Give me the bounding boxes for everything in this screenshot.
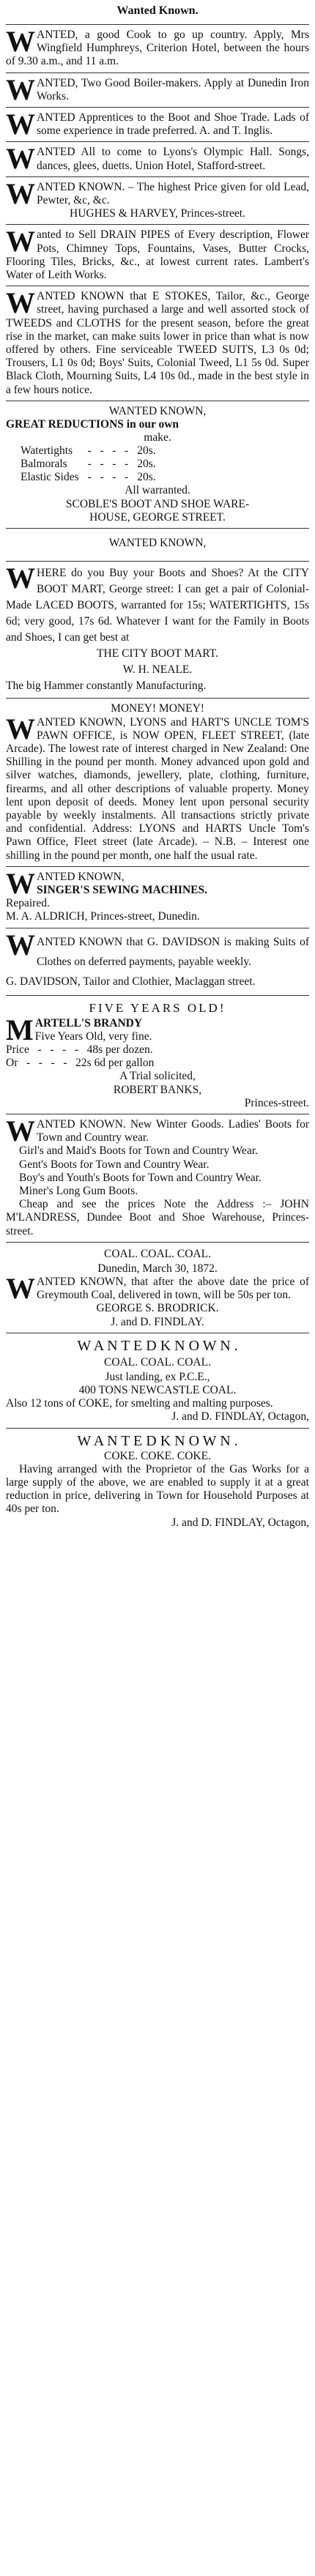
ad-apprentices	[6, 108, 309, 141]
ad-subtitle: COKE. COKE. COKE.	[104, 1449, 211, 1462]
ad-text: The big Hammer constantly Manufacturing.	[6, 680, 207, 693]
divider	[6, 24, 309, 25]
divider	[6, 1428, 309, 1429]
ad-scoble	[6, 405, 309, 524]
ad-signature: Princes-street.	[244, 1096, 309, 1109]
ad-signature: SCOBLE'S BOOT AND SHOE WARE-	[65, 497, 250, 510]
ad-signature: HOUSE, GEORGE STREET.	[89, 510, 226, 524]
drop-cap: W	[6, 712, 35, 745]
price-list	[16, 444, 160, 484]
price-row: Elastic Sides - - - - 20s.	[16, 471, 160, 484]
divider	[6, 224, 309, 225]
ad-text: ANTED KNOWN. New Winter Goods. Ladies' Boots for Town and Country wear.	[37, 1117, 309, 1144]
ad-text: ANTED KNOWN, that after the above date the price of Greymouth Coal, delivered in town, will be 50s per ton.	[37, 1276, 309, 1302]
price-item: Watertights	[21, 444, 73, 458]
ad-title: W A N T E D K N O W N .	[77, 1432, 238, 1449]
ad-text: Five Years Old, very fine.	[34, 1030, 152, 1043]
ad-text: THE CITY BOOT MART.	[97, 647, 218, 660]
ad-signature: W. H. NEALE.	[122, 663, 193, 677]
drop-cap: W	[6, 25, 35, 58]
ad-text: Having arranged with the Proprietor of the Gas Works for a large supply of the above, we are enabled to supply it at a great reduction in price, delivering in Town for Household Purposes at 40s per ton.	[6, 1462, 309, 1516]
divider	[6, 528, 309, 529]
drop-cap: W	[6, 928, 35, 961]
drop-cap: W	[6, 1272, 35, 1305]
price-label: Or	[6, 1057, 18, 1070]
ad-text: HERE do you Buy your Boots and Shoes? At the CITY BOOT MART, George street: I can get a pair of Colonial-Made LACED BOOTS, warranted for 15s; WATERTIGHTS, 15s 6d; very good, 17s 6d. Whatever I want for the Family in Boots and Shoes, I can get best at	[6, 567, 309, 644]
ad-date: Dunedin, March 30, 1872.	[97, 1262, 218, 1275]
ad-signature: ROBERT BANKS,	[113, 1083, 202, 1096]
ad-headline: 400 TONS NEWCASTLE COAL.	[78, 1384, 237, 1397]
divider	[6, 141, 309, 142]
ad-signature: M. A. ALDRICH, Princes-street, Dunedin.	[6, 910, 200, 923]
ad-coal-brodrick	[6, 1246, 309, 1329]
ad-text: Girl's and Maid's Boots for Town and Country Wear.	[19, 1144, 258, 1158]
ad-text: ANTED, a good Cook to go up country. Apply, Mrs Wingfield Humphreys, Criterion Hotel, between the hours of 9.30 a.m., and 11 a.m.	[6, 29, 309, 68]
ad-text: ANTED KNOWN. – The highest Price given for old Lead, Pewter, &c, &c.	[37, 180, 309, 207]
ad-signature: G. DAVIDSON, Tailor and Clothier, Maclaggan street.	[6, 975, 256, 988]
drop-cap: W	[6, 108, 35, 141]
price-value: 20s.	[137, 444, 156, 458]
ad-coke	[6, 1432, 309, 1530]
ad-newcastle-coal	[6, 1337, 309, 1424]
ad-text: anted to Sell DRAIN PIPES of Every description, Flower Pots, Chimney Tops, Fountains, Vases, Butter Crocks, Flooring Tiles, Bricks, &c., at lowest current rates. Lambert's Water of Leith Works.	[6, 228, 309, 282]
ad-headline: SINGER'S SEWING MACHINES.	[37, 883, 207, 896]
divider	[6, 72, 309, 73]
ad-signature: J. and D. FINDLAY, Octagon,	[171, 1410, 309, 1423]
ad-text: ANTED Apprentices to the Boot and Shoe Trade. Lads of some experience in trade preferred. A. and T. Inglis.	[37, 111, 309, 138]
ad-text: Just landing, ex P.C.E.,	[105, 1370, 210, 1383]
ad-text: Repaired.	[6, 897, 50, 910]
ad-pawn-office	[6, 702, 309, 862]
ad-headline: GREAT REDUCTIONS in our own	[6, 418, 179, 431]
ad-title: W A N T E D K N O W N .	[77, 1337, 238, 1354]
ad-title: WANTED KNOWN,	[108, 537, 207, 550]
ad-lyons-hall	[6, 142, 309, 176]
ad-boilermakers	[6, 72, 309, 106]
ad-stokes-tailor	[6, 286, 309, 397]
ad-signature: HUGHES & HARVEY, Princes-street.	[70, 207, 245, 220]
ad-text: Miner's Long Gum Boots.	[19, 1184, 138, 1197]
ad-text: ANTED KNOWN,	[37, 870, 125, 883]
ad-text: A Trial solicited,	[119, 1070, 196, 1083]
ad-text: make.	[144, 431, 171, 444]
divider	[6, 1242, 309, 1243]
price-value: 20s.	[137, 471, 156, 484]
drop-cap: W	[6, 286, 35, 320]
price-row: Balmorals - - - - 20s.	[16, 458, 160, 471]
ad-text: Also 12 tons of COKE, for smelting and malting purposes.	[6, 1397, 273, 1410]
ad-martell-brandy: FIVE YEARS OLD! MARTELL'S BRANDY Five Years Old, very fine. Price - - - - 48s per dozen. Or - - - - 22s 6d per gallon A Trial solicited, ROBERT BANKS, Princes-street.	[6, 1000, 309, 1109]
divider	[6, 995, 309, 996]
divider	[6, 866, 309, 867]
ad-text: ANTED All to come to Lyons's Olympic Hall. Songs, dances, glees, duetts. Union Hotel, Stafford-street.	[37, 146, 309, 172]
ad-subtitle: COAL. COAL. COAL.	[104, 1355, 211, 1369]
divider	[6, 561, 309, 562]
price-item: Elastic Sides	[21, 471, 79, 484]
price-label: Price	[6, 1043, 29, 1056]
ad-title: MONEY! MONEY!	[111, 702, 204, 715]
ad-text: ANTED KNOWN, LYONS and HART'S UNCLE TOM'S PAWN OFFICE, is NOW OPEN, FLEET STREET, (late Arcade). The lowest rate of interest charged in New Zealand: One Shilling in the pound per month. Money advanced upon gold and silver watches, diamonds, jewellery, plate, clothing, furniture, firearms, and all other descriptions of valuable property. Money lent upon deposit of deeds. Money lent upon personal security payable by weekly instalments. All transactions strictly private and confidential. Address: LYONS and HARTS Uncle Tom's Pawn Office, Fleet street (late Arcade). – N.B. – Interest one shilling in the pound per month, one half the usual rate.	[6, 715, 309, 862]
ad-headline: ARTELL'S BRANDY	[34, 1016, 143, 1030]
ad-drain-pipes	[6, 225, 309, 282]
drop-cap: W	[6, 562, 35, 595]
section-header: Wanted Known.	[116, 4, 199, 17]
drop-cap: W	[6, 1114, 35, 1147]
ad-text: All warranted.	[125, 484, 190, 497]
divider	[6, 107, 309, 108]
ad-text: ANTED KNOWN that G. DAVIDSON is making Suits of Clothes on deferred payments, payable weekly.	[37, 935, 309, 968]
price-value: 22s 6d per gallon	[75, 1057, 155, 1070]
ad-singer-machines	[6, 866, 309, 924]
ad-signature: J. and D. FINDLAY.	[111, 1315, 204, 1328]
ad-text: Cheap and see the prices Note the Address :– JOHN M'LANDRESS, Dundee Boot and Shoe Warehouse, Princes-street.	[6, 1198, 309, 1237]
ad-cook	[6, 25, 309, 69]
ad-signature: J. and D. FINDLAY, Octagon,	[171, 1516, 309, 1529]
ad-title: WANTED KNOWN,	[108, 404, 207, 417]
ad-city-boot-mart	[6, 532, 309, 694]
price-value: 20s.	[137, 458, 156, 471]
drop-cap: W	[6, 866, 35, 900]
divider	[6, 176, 309, 177]
ad-davidson-tailor	[6, 928, 309, 991]
ad-mclandress	[6, 1114, 309, 1238]
ad-text: ANTED, Two Good Boiler-makers. Apply at Dunedin Iron Works.	[37, 76, 309, 103]
ad-signature: GEORGE S. BRODRICK.	[96, 1302, 219, 1315]
divider	[6, 698, 309, 699]
price-row: Watertights - - - - 20s.	[16, 444, 160, 458]
ad-text: ANTED KNOWN that E STOKES, Tailor, &c., George street, having purchased a large and well assorted stock of TWEEDS and CLOTHS for the present season, before the great rise in the market, can make suits lower in price than what is now offered by others. Fine serviceable TWEED SUITS, L3 0s 0d; Trousers, L1 0s 0d; Boys' Suits, Colonial Tweed, L1 5s 0d. Super Black Cloth, Mourning Suits, L4 10s 0d., made in the best style in a few hours notice.	[6, 290, 309, 396]
ad-text: Gent's Boots for Town and Country Wear.	[19, 1158, 210, 1171]
ad-hughes-harvey	[6, 176, 309, 221]
drop-cap: W	[6, 225, 35, 258]
price-item: Balmorals	[21, 458, 67, 471]
ad-title: FIVE YEARS OLD!	[89, 1000, 226, 1015]
ad-text: Boy's and Youth's Boots for Town and Country Wear.	[19, 1171, 262, 1184]
drop-cap: W	[6, 176, 35, 210]
ad-title: COAL. COAL. COAL.	[104, 1247, 211, 1260]
drop-cap: M	[6, 1013, 34, 1046]
price-value: 48s per dozen.	[86, 1043, 153, 1056]
drop-cap: W	[6, 142, 35, 176]
drop-cap: W	[6, 72, 35, 106]
